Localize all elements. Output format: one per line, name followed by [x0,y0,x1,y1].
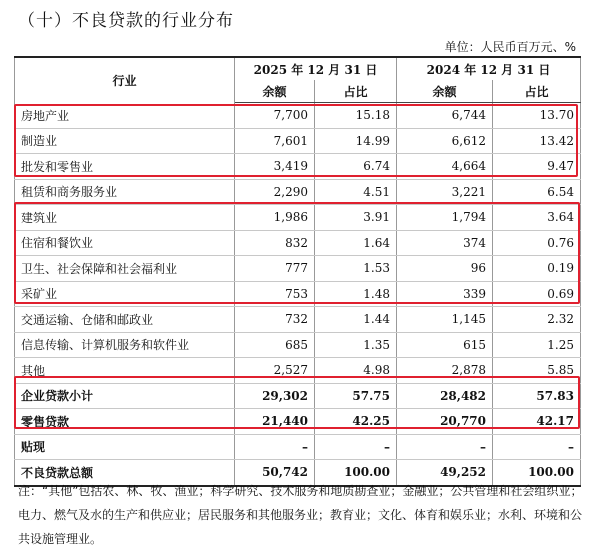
balance-2025-cell: 7,700 [235,103,315,129]
ratio-2024-cell: 0.19 [493,256,581,282]
industry-cell: 其他 [15,358,235,384]
ratio-2025-cell: 3.91 [315,205,397,231]
balance-2025-cell: 732 [235,307,315,333]
balance-2025-cell: 685 [235,332,315,358]
balance-2024-cell: 374 [397,230,493,256]
table-row [15,128,581,154]
balance-2025-cell: 21,440 [235,409,315,435]
industry-cell: 卫生、社会保障和社会福利业 [15,256,235,282]
industry-cell: 交通运输、仓储和邮政业 [15,307,235,333]
industry-cell: 采矿业 [15,281,235,307]
ratio-2025-cell: 100.00 [315,460,397,486]
balance-2025-cell: 2,290 [235,179,315,205]
industry-cell: 企业贷款小计 [15,383,235,409]
industry-cell: 制造业 [15,128,235,154]
balance-2024-cell: 2,878 [397,358,493,384]
table-row [15,205,581,231]
ratio-2024-cell: 1.25 [493,332,581,358]
industry-cell: 批发和零售业 [15,154,235,180]
balance-2025-cell: 777 [235,256,315,282]
table-row [15,256,581,282]
ratio-2024-header: 占比 [493,80,581,103]
period-2025-header: 2025 年 12 月 31 日 [235,57,397,80]
balance-2024-cell: 6,612 [397,128,493,154]
balance-2024-cell: 28,482 [397,383,493,409]
ratio-2025-cell: 4.51 [315,179,397,205]
ratio-2025-cell: 6.74 [315,154,397,180]
table-row [15,179,581,205]
table-row [15,307,581,333]
ratio-2024-cell: 9.47 [493,154,581,180]
table-row [15,103,581,129]
balance-2024-cell: 96 [397,256,493,282]
industry-cell: 零售贷款 [15,409,235,435]
ratio-2024-cell: 3.64 [493,205,581,231]
table-row [15,358,581,384]
ratio-2024-cell: 13.42 [493,128,581,154]
ratio-2024-cell: 0.76 [493,230,581,256]
balance-2024-cell: 6,744 [397,103,493,129]
table-row [15,383,581,409]
balance-2024-cell: 3,221 [397,179,493,205]
ratio-2025-cell: 1.64 [315,230,397,256]
balance-2024-cell: 339 [397,281,493,307]
industry-cell: 信息传输、计算机服务和软件业 [15,332,235,358]
unit-label: 单位：人民币百万元、% [444,40,576,54]
ratio-2024-cell: 0.69 [493,281,581,307]
ratio-2025-cell: 1.35 [315,332,397,358]
ratio-2025-cell: 14.99 [315,128,397,154]
table-row [15,409,581,435]
balance-2025-cell: 50,742 [235,460,315,486]
ratio-2025-cell: 15.18 [315,103,397,129]
ratio-2024-cell: 2.32 [493,307,581,333]
period-2024-header: 2024 年 12 月 31 日 [397,57,581,80]
balance-2025-cell: – [235,434,315,460]
industry-cell: 贴现 [15,434,235,460]
footnote: 注：“其他”包括农、林、牧、渔业；科学研究、技术服务和地质勘查业；金融业；公共管理和社会组织业；电力、燃气及水的生产和供应业；居民服务和其他服务业；教育业；文化、体育和娱乐业；水利、环境和公共设施管理业。 [18,484,583,546]
ratio-2024-cell: 100.00 [493,460,581,486]
ratio-2024-cell: 13.70 [493,103,581,129]
table-row [15,434,581,460]
balance-2024-cell: 1,794 [397,205,493,231]
industry-cell: 租赁和商务服务业 [15,179,235,205]
ratio-2024-cell: 57.83 [493,383,581,409]
ratio-2024-cell: 6.54 [493,179,581,205]
industry-cell: 建筑业 [15,205,235,231]
balance-2025-cell: 3,419 [235,154,315,180]
balance-2025-cell: 7,601 [235,128,315,154]
industry-cell: 房地产业 [15,103,235,129]
npl-industry-table [14,56,581,487]
balance-2025-cell: 29,302 [235,383,315,409]
ratio-2024-cell: – [493,434,581,460]
balance-2024-cell: 615 [397,332,493,358]
ratio-2025-cell: 57.75 [315,383,397,409]
balance-2025-header: 余额 [235,80,315,103]
section-title: （十）不良贷款的行业分布 [18,11,234,31]
ratio-2025-cell: 42.25 [315,409,397,435]
balance-2024-cell: 1,145 [397,307,493,333]
industry-header: 行业 [15,57,235,103]
balance-2025-cell: 2,527 [235,358,315,384]
ratio-2025-cell: 1.48 [315,281,397,307]
table-row [15,230,581,256]
ratio-2025-header: 占比 [315,80,397,103]
balance-2024-cell: 4,664 [397,154,493,180]
table-row [15,281,581,307]
ratio-2025-cell: 1.44 [315,307,397,333]
balance-2024-header: 余额 [397,80,493,103]
balance-2024-cell: 49,252 [397,460,493,486]
table-row [15,154,581,180]
balance-2024-cell: – [397,434,493,460]
table-row [15,332,581,358]
industry-cell: 住宿和餐饮业 [15,230,235,256]
balance-2025-cell: 753 [235,281,315,307]
industry-cell: 不良贷款总额 [15,460,235,486]
ratio-2025-cell: 1.53 [315,256,397,282]
ratio-2025-cell: – [315,434,397,460]
balance-2025-cell: 1,986 [235,205,315,231]
ratio-2024-cell: 42.17 [493,409,581,435]
ratio-2025-cell: 4.98 [315,358,397,384]
balance-2024-cell: 20,770 [397,409,493,435]
ratio-2024-cell: 5.85 [493,358,581,384]
balance-2025-cell: 832 [235,230,315,256]
